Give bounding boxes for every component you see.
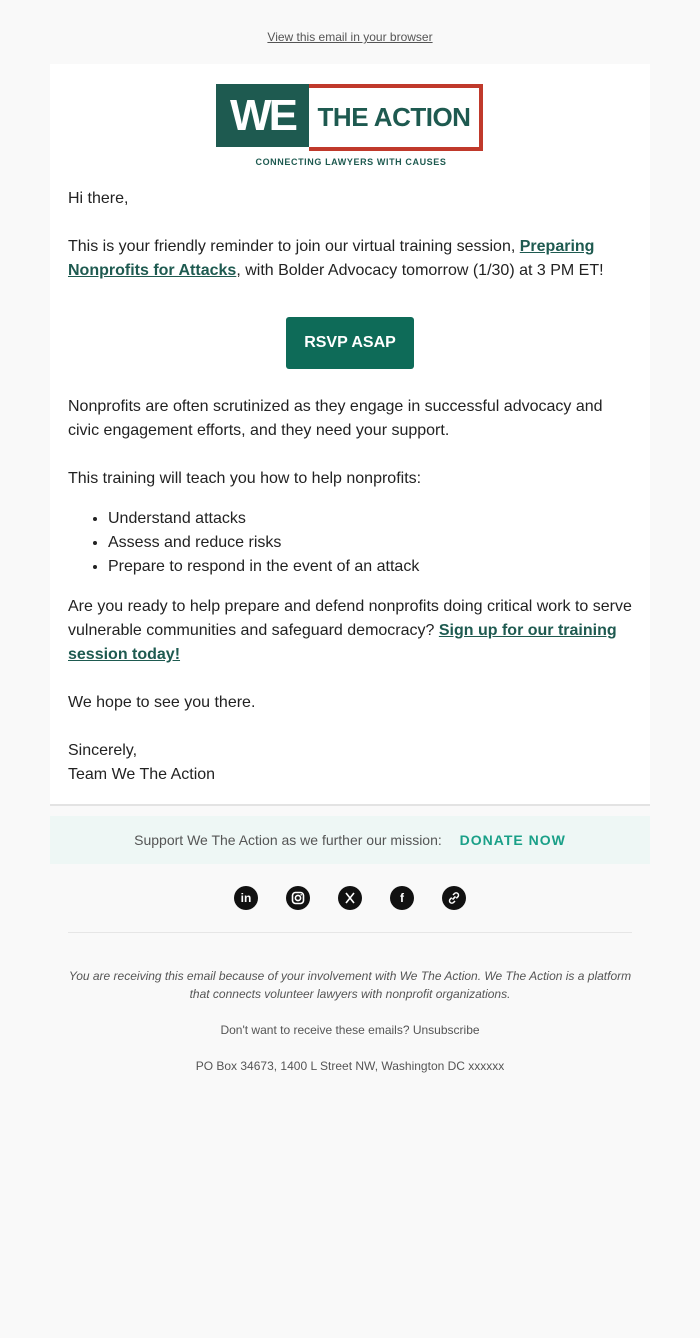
- ready-paragraph: Are you ready to help prepare and defend nonprofits doing critical work to serve vulnerable communities and safeguard democracy? Sign up for our training session today!: [68, 598, 632, 663]
- list-item: • Assess and reduce risks: [108, 531, 632, 555]
- training-intro: This training will teach you how to help nonprofits:: [68, 470, 422, 487]
- training-bullet-list: [68, 507, 632, 579]
- reminder-paragraph: This is your friendly reminder to join our virtual training session, Preparing Nonprofits for Attacks, with Bolder Advocacy tomorrow (1/30) at 3 PM ET!: [68, 238, 604, 279]
- donate-now-link[interactable]: DONATE NOW: [459, 832, 566, 848]
- logo[interactable]: [216, 84, 486, 169]
- list-item: • Understand attacks: [108, 507, 632, 531]
- linkedin-icon[interactable]: in: [234, 886, 258, 910]
- signoff: Sincerely,: [68, 742, 138, 759]
- greeting: Hi there,: [68, 190, 129, 207]
- rsvp-button[interactable]: RSVP ASAP: [286, 317, 414, 369]
- sign-up-link[interactable]: Sign up for our training session today!: [68, 622, 617, 663]
- list-item: • Prepare to respond in the event of an attack: [108, 555, 632, 579]
- footer: [60, 967, 640, 1075]
- link-icon[interactable]: [442, 886, 466, 910]
- logo-tagline: CONNECTING LAWYERS WITH CAUSES: [255, 157, 447, 167]
- top-bar: [0, 0, 700, 64]
- logo-the-action: THE ACTION: [309, 84, 483, 151]
- x-icon[interactable]: [338, 886, 362, 910]
- footer-address: PO Box 34673, 1400 L Street NW, Washington DC xxxxxx: [195, 1059, 505, 1073]
- donate-text: Support We The Action as we further our mission:: [134, 832, 442, 848]
- donate-bar: [50, 816, 650, 864]
- social-icons: [50, 886, 650, 912]
- scrutiny-paragraph: Nonprofits are often scrutinized as they engage in successful advocacy and civic engagement efforts, and they need your support.: [68, 398, 603, 439]
- hope-paragraph: We hope to see you there.: [68, 694, 256, 711]
- unsubscribe-link[interactable]: Don't want to receive these emails? Unsubscribe: [220, 1023, 480, 1037]
- facebook-icon[interactable]: f: [390, 886, 414, 910]
- signoff-block: [68, 739, 632, 787]
- instagram-icon[interactable]: [286, 886, 310, 910]
- footer-reason: You are receiving this email because of your involvement with We The Action. We The Action is a platform that connects volunteer lawyers with nonprofit organizations.: [68, 969, 632, 1001]
- view-in-browser-link[interactable]: View this email in your browser: [267, 30, 433, 44]
- signature: Team We The Action: [68, 766, 216, 783]
- preparing-nonprofits-link[interactable]: Preparing Nonprofits for Attacks: [68, 238, 595, 279]
- logo-we: WE: [216, 84, 309, 147]
- email-card: [50, 64, 650, 806]
- footer-divider: [68, 932, 632, 933]
